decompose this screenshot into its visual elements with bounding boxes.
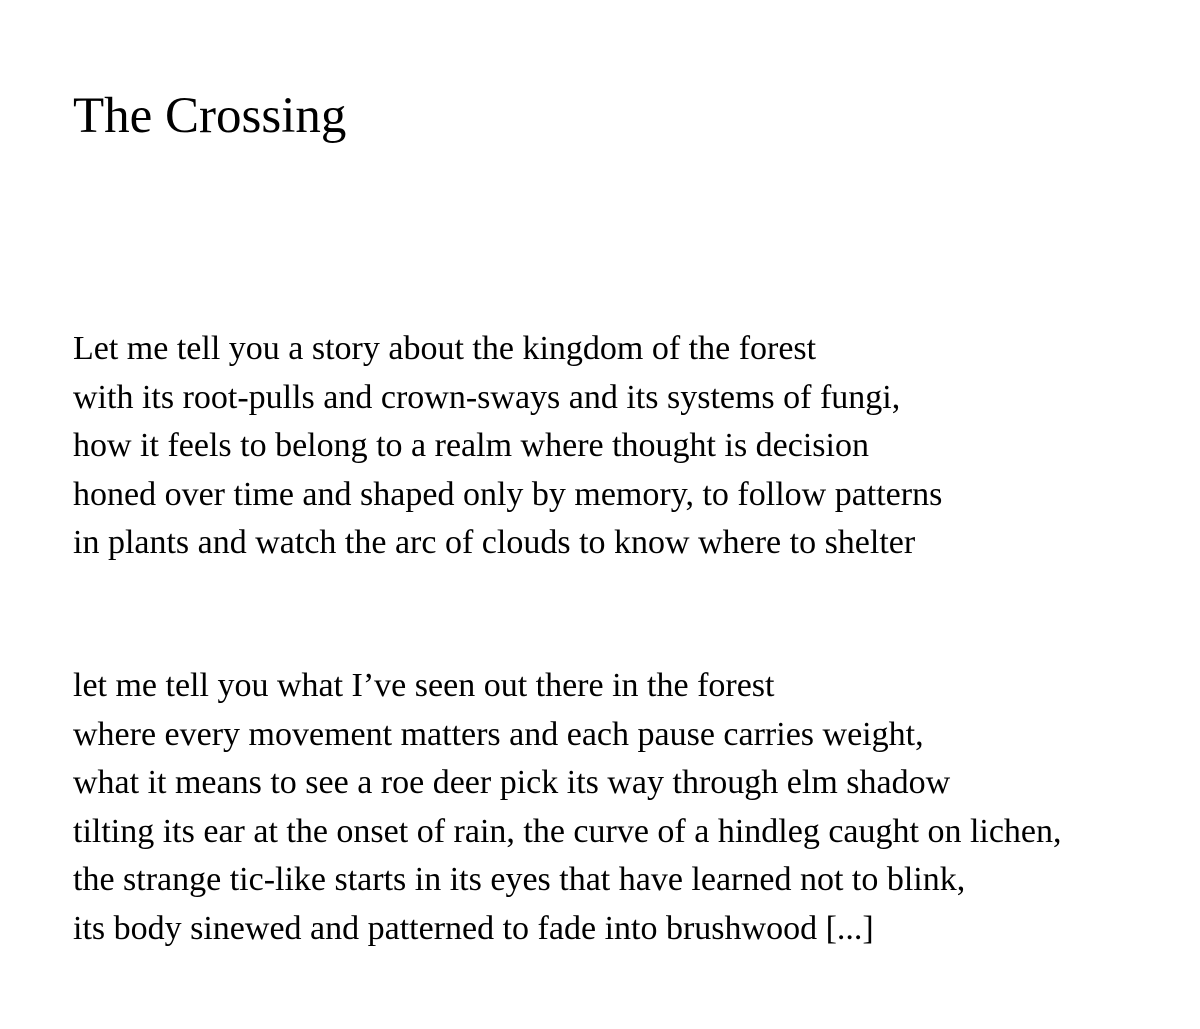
poem-line: tilting its ear at the onset of rain, the curve of a hindleg caught on lichen,	[73, 812, 1062, 850]
poem-line: its body sinewed and patterned to fade into brushwood [...]	[73, 909, 874, 947]
poem-line: honed over time and shaped only by memory, to follow patterns	[73, 475, 943, 513]
poem-line: where every movement matters and each pause carries weight,	[73, 715, 924, 753]
poem-title: The Crossing	[73, 88, 347, 144]
poem-line: with its root-pulls and crown-sways and its systems of fungi,	[73, 378, 901, 416]
poem-line: the strange tic-like starts in its eyes that have learned not to blink,	[73, 861, 966, 898]
poem-line: in plants and watch the arc of clouds to know where to shelter	[73, 524, 916, 561]
poem-line: what it means to see a roe deer pick its way through elm shadow	[73, 764, 951, 801]
poem-line: how it feels to belong to a realm where thought is decision	[73, 427, 869, 464]
stanza-2	[73, 662, 1062, 953]
poem-line: Let me tell you a story about the kingdom of the forest	[73, 330, 817, 367]
poem-line: let me tell you what I’ve seen out there in the forest	[73, 667, 775, 704]
stanza-1	[73, 325, 942, 568]
